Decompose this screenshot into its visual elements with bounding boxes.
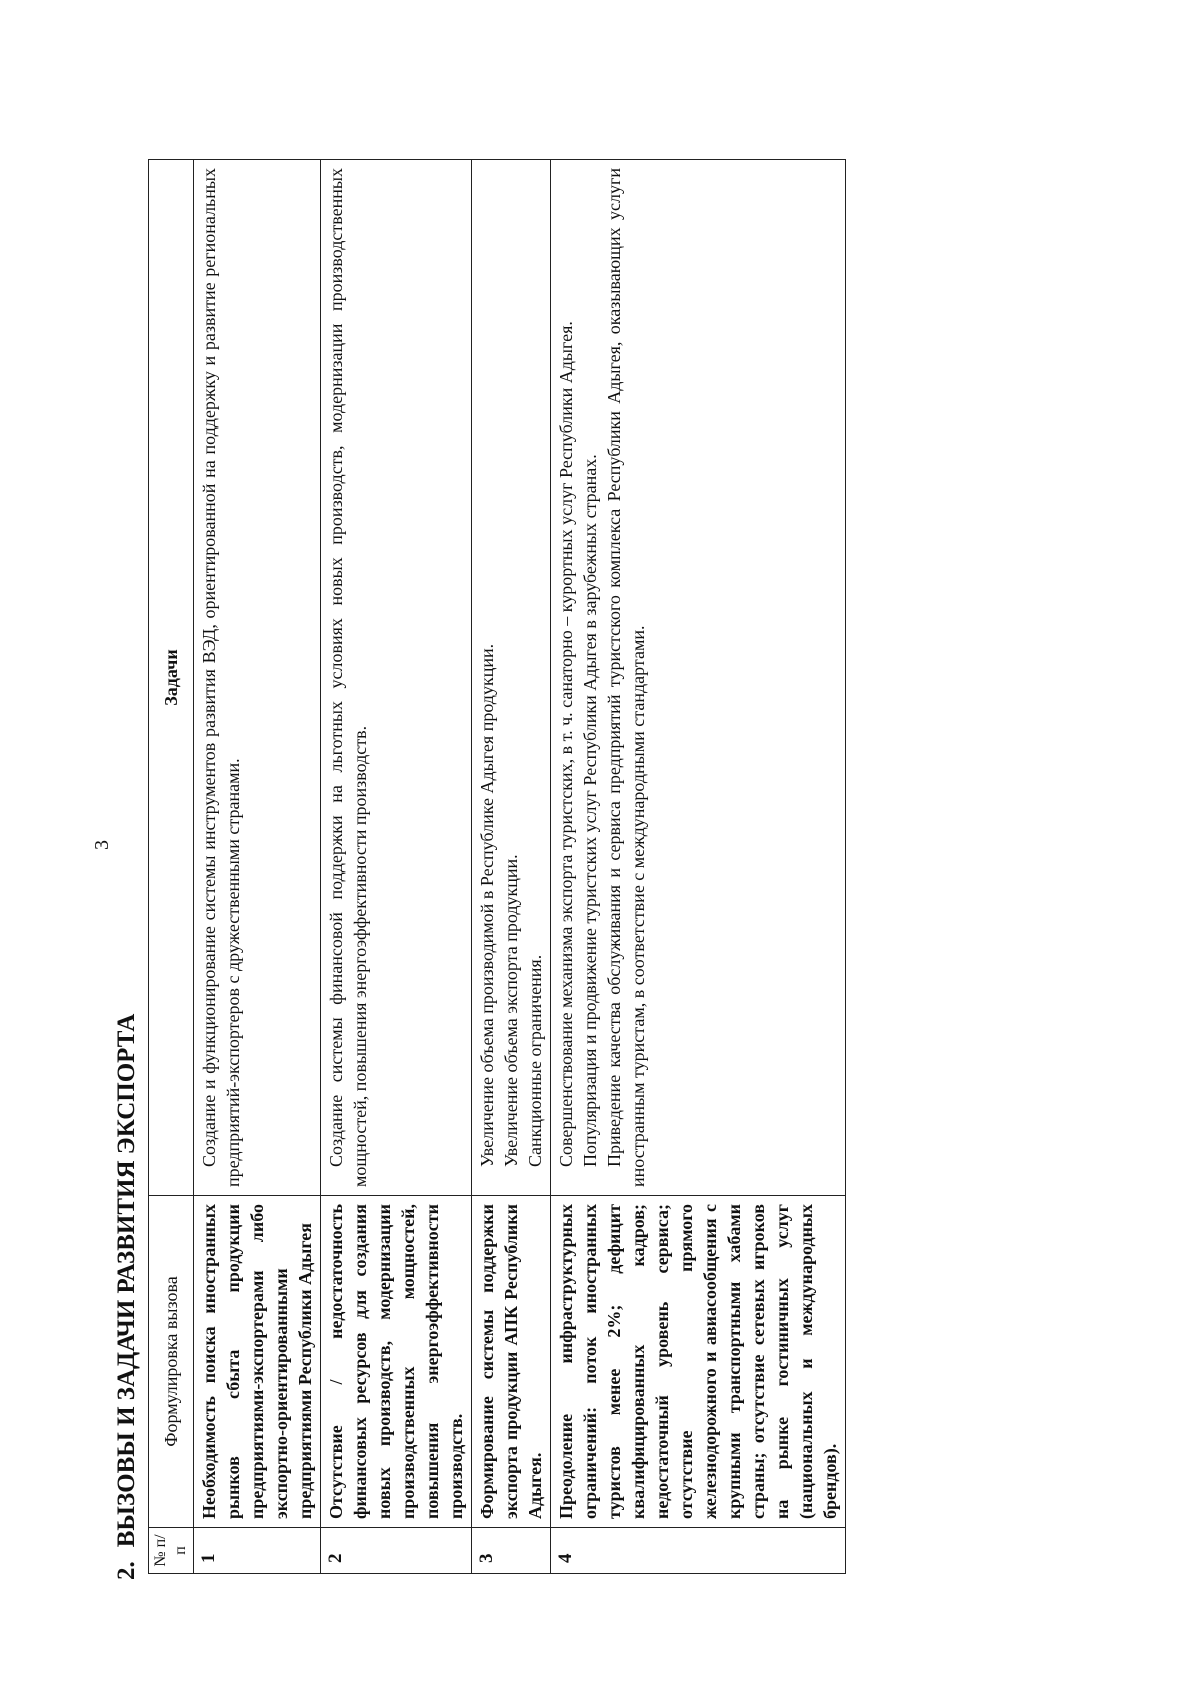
row-number: 1: [194, 1528, 321, 1574]
table-header-row: [149, 160, 194, 1574]
challenges-tasks-table: [148, 159, 846, 1574]
row-tasks: [472, 160, 551, 1196]
row-challenge: Преодоление инфраструктурных ограничений: поток иностранных туристов менее 2%; дефицит квалифицированных кадров; недостаточный уровень сервиса; отсутствие прямого железнодорожного и авиасообщения с крупными транспортными хабами страны; отсутствие сетевых игроков на рынке гостиничных услуг (национальных и международных брендов).: [551, 1196, 846, 1528]
row-tasks: [321, 160, 472, 1196]
table-row: [194, 160, 321, 1574]
table-row: [321, 160, 472, 1574]
task-item: Создание системы финансовой поддержки на льготных условиях новых производств, модернизации производственных мощностей, повышения энергоэффективности производств.: [326, 168, 370, 1187]
section-number: 2.: [113, 1561, 140, 1580]
row-tasks: [194, 160, 321, 1196]
page-number: 3: [91, 840, 113, 850]
header-num: № п/п: [149, 1528, 194, 1574]
row-challenge: Отсутствие / недостаточность финансовых ресурсов для создания новых производств, модернизации производственных мощностей, повышения энергоэффективности производств.: [321, 1196, 472, 1528]
header-challenge: Формулировка вызова: [149, 1196, 194, 1528]
rotated-page-content: [110, 160, 1170, 1580]
table-row: [551, 160, 846, 1574]
section-heading: [110, 1014, 144, 1580]
task-item: Популяризация и продвижение туристских услуг Республики Адыгея в зарубежных странах.: [580, 454, 600, 1167]
task-item: Приведение качества обслуживания и сервиса предприятий туристского комплекса Республики Адыгея, оказывающих услуги иностранным туристам, в соответствие с международными стандартами.: [604, 168, 648, 1187]
row-tasks: [551, 160, 846, 1196]
row-challenge: Необходимость поиска иностранных рынков сбыта продукции предприятиями-экспортерами либо экспортно-ориентированными предприятиями Республики Адыгея: [194, 1196, 321, 1528]
header-tasks: Задачи: [149, 160, 194, 1196]
task-item: Увеличение объема производимой в Республике Адыгея продукции.: [477, 643, 497, 1167]
section-title: ВЫЗОВЫ И ЗАДАЧИ РАЗВИТИЯ ЭКСПОРТА: [113, 1013, 140, 1548]
task-item: Совершенствование механизма экспорта туристских, в т. ч. санаторно – курортных услуг Республики Адыгея.: [556, 321, 576, 1167]
row-number: 4: [551, 1528, 846, 1574]
row-number: 2: [321, 1528, 472, 1574]
table-row: [472, 160, 551, 1574]
task-item: Создание и функционирование системы инструментов развития ВЭД, ориентированной на поддержку и развитие региональных предприятий-экспортеров с дружественными странами.: [199, 168, 243, 1187]
task-item: Санкционные ограничения.: [525, 954, 545, 1167]
row-number: 3: [472, 1528, 551, 1574]
row-challenge: Формирование системы поддержки экспорта продукции АПК Республики Адыгея.: [472, 1196, 551, 1528]
task-item: Увеличение объема экспорта продукции.: [501, 854, 521, 1167]
